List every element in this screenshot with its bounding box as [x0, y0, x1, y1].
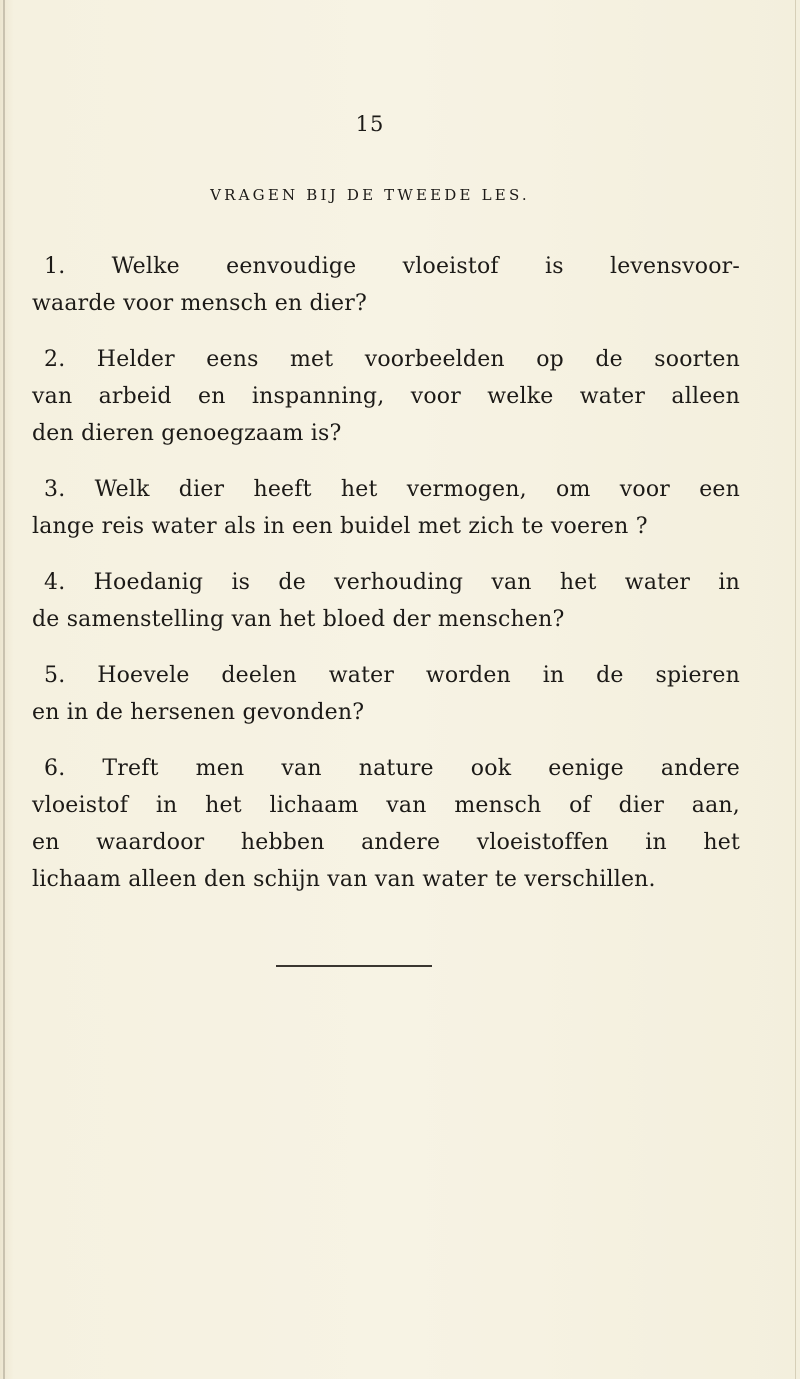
question-line: 2. Helder eens met voorbeelden op de soorten	[44, 347, 740, 372]
question-line: 1. Welke eenvoudige vloeistof is levensvoor-	[44, 254, 740, 279]
end-rule	[276, 965, 432, 967]
question-line: vloeistof in het lichaam van mensch of dier aan,	[32, 793, 740, 818]
page-number: 15	[355, 112, 385, 136]
question-1	[32, 248, 740, 322]
section-heading: VRAGEN BIJ DE TWEEDE LES.	[210, 186, 530, 204]
question-line: de samenstelling van het bloed der menschen?	[32, 607, 565, 632]
question-line: 3. Welk dier heeft het vermogen, om voor een	[44, 477, 740, 502]
question-3	[32, 471, 740, 545]
question-line: den dieren genoegzaam is?	[32, 421, 342, 446]
question-line: van arbeid en inspanning, voor welke water alleen	[32, 384, 740, 409]
question-2	[32, 341, 740, 452]
question-line: lange reis water als in een buidel met zich te voeren ?	[32, 514, 648, 539]
question-line: 6. Treft men van nature ook eenige andere	[44, 756, 740, 781]
question-line: en waardoor hebben andere vloeistoffen in het	[32, 830, 740, 855]
question-6	[32, 750, 740, 898]
question-line: 4. Hoedanig is de verhouding van het water in	[44, 570, 740, 595]
question-line: 5. Hoevele deelen water worden in de spieren	[44, 663, 740, 688]
question-line: en in de hersenen gevonden?	[32, 700, 365, 725]
page-left-edge	[3, 0, 5, 1379]
question-line: lichaam alleen den schijn van van water te verschillen.	[32, 867, 656, 892]
question-5	[32, 657, 740, 731]
question-4	[32, 564, 740, 638]
question-line: waarde voor mensch en dier?	[32, 291, 367, 316]
page-right-edge	[795, 0, 796, 1379]
question-list	[32, 248, 740, 917]
